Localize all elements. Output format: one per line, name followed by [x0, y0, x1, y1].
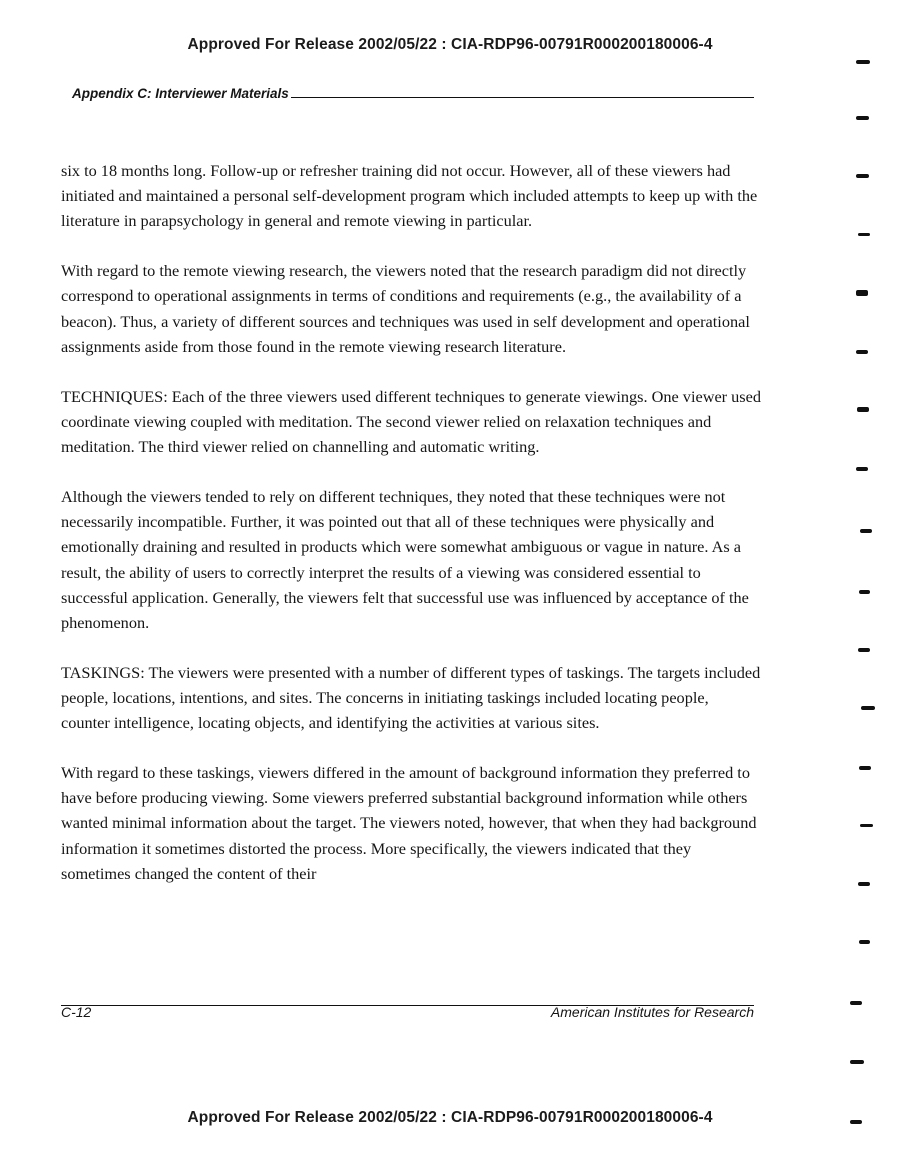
scan-mark	[860, 529, 872, 533]
scan-mark	[859, 766, 871, 770]
scan-mark	[859, 940, 870, 944]
scan-mark	[858, 648, 870, 652]
scan-mark	[850, 1120, 862, 1124]
paragraph: TASKINGS: The viewers were presented with a number of different types of taskings. The targets included people, locations, intentions, and sites. The concerns in initiating taskings included locating people, counter intelligence, locating objects, and identifying the activities at various sites.	[61, 662, 761, 733]
scan-edge-marks	[850, 0, 880, 1165]
scan-mark	[856, 116, 869, 120]
scan-mark	[856, 60, 870, 64]
scan-mark	[856, 350, 868, 354]
paragraph: six to 18 months long. Follow-up or refresher training did not occur. However, all of these viewers had initiated and maintained a personal self-development program which included attempts to keep up with the literature in parapsychology in general and remote viewing in particular.	[61, 161, 758, 231]
paragraph: With regard to these taskings, viewers differed in the amount of background information they preferred to have before producing viewing. Some viewers preferred substantial background information while others wanted minimal information about the target. The viewers noted, however, that when they had background information it sometimes distorted the process. More specifically, the viewers indicated that they sometimes changed the content of their	[61, 763, 757, 883]
release-stamp-top: Approved For Release 2002/05/22 : CIA-RDP96-00791R000200180006-4	[187, 36, 713, 53]
page-number: C-12	[61, 1004, 92, 1020]
scan-mark	[858, 882, 870, 886]
scan-mark	[850, 1060, 864, 1064]
scan-mark	[861, 706, 875, 710]
scan-mark	[860, 824, 873, 827]
scan-mark	[856, 174, 869, 178]
scan-mark	[857, 407, 869, 412]
organization-name: American Institutes for Research	[550, 1004, 754, 1020]
scan-mark	[858, 233, 870, 236]
paragraph: With regard to the remote viewing research, the viewers noted that the research paradigm did not directly correspond to operational assignments in terms of conditions and requirements (e.g., the availability of a beacon). Thus, a variety of different sources and techniques was used in self development and operational assignments aside from those found in the remote viewing research literature.	[61, 261, 750, 356]
scan-mark	[859, 590, 870, 594]
scan-mark	[856, 290, 868, 296]
running-header	[72, 86, 754, 101]
release-stamp-bottom: Approved For Release 2002/05/22 : CIA-RDP96-00791R000200180006-4	[187, 1109, 713, 1126]
paragraph: TECHNIQUES: Each of the three viewers used different techniques to generate viewings. One viewer used coordinate viewing coupled with meditation. The second viewer relied on relaxation techniques and meditation. The third viewer relied on channelling and automatic writing.	[61, 386, 762, 457]
scan-mark	[850, 1001, 862, 1005]
header-rule	[291, 97, 754, 98]
page-footer	[61, 1004, 754, 1020]
scan-mark	[856, 467, 868, 471]
body-text	[61, 158, 761, 911]
section-title: Appendix C: Interviewer Materials	[72, 86, 289, 101]
paragraph: Although the viewers tended to rely on different techniques, they noted that these techniques were not necessarily incompatible. Further, it was pointed out that all of these techniques were physically and emotionally draining and resulted in products which were somewhat ambiguous or vague in nature. As a result, the ability of users to correctly interpret the results of a viewing was considered essential to successful application. Generally, the viewers felt that successful use was influenced by acceptance of the phenomenon.	[61, 487, 749, 632]
